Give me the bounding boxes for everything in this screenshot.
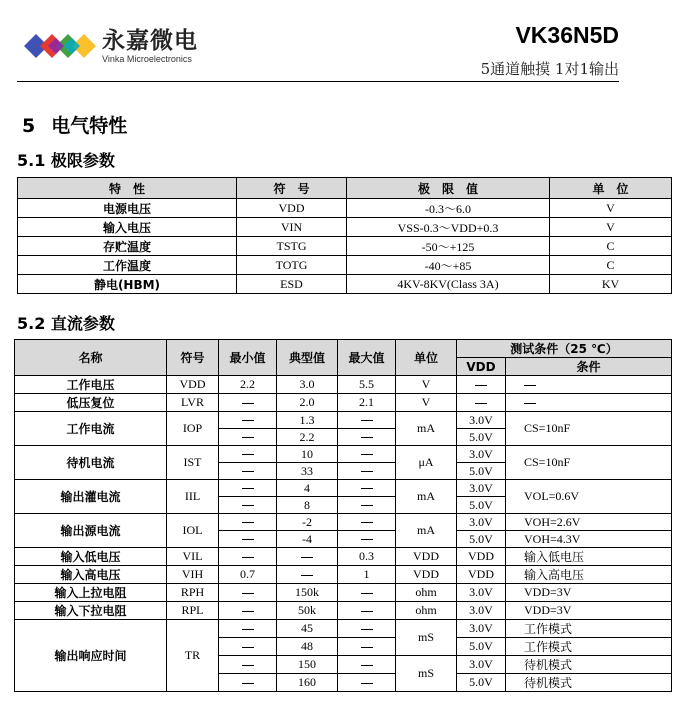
param-cond: CS=10nF (506, 446, 672, 480)
param-typ: -4 (277, 531, 338, 548)
table-row (15, 480, 672, 497)
param-name: 输入上拉电阻 (15, 584, 167, 602)
param-cond: VOL=0.6V (506, 480, 672, 514)
param-cond: 输入低电压 (506, 548, 672, 566)
param-unit: ohm (396, 602, 457, 620)
param-vdd (457, 394, 506, 412)
param-typ: 150k (277, 584, 338, 602)
table-row (18, 218, 672, 237)
param-typ: 2.0 (277, 394, 338, 412)
param-name: 输出灌电流 (15, 480, 167, 514)
param-symbol: VIH (167, 566, 219, 584)
param-cond: VOH=4.3V (506, 531, 672, 548)
param-typ: 8 (277, 497, 338, 514)
param-max: 5.5 (338, 376, 396, 394)
param-vdd: 3.0V (457, 480, 506, 497)
param-typ: 160 (277, 674, 338, 692)
param-min (219, 480, 277, 497)
table-row (18, 199, 672, 218)
vinka-logo (22, 26, 102, 68)
param-name: 存贮温度 (18, 237, 237, 256)
param-typ: 50k (277, 602, 338, 620)
param-vdd: 3.0V (457, 602, 506, 620)
param-symbol: IOP (167, 412, 219, 446)
dc-params-table (14, 339, 672, 692)
col-header: 单 位 (550, 178, 672, 199)
param-name: 输入电压 (18, 218, 237, 237)
param-cond: 工作模式 (506, 620, 672, 638)
subsection-dc-heading: 5.2 直流参数 (17, 314, 115, 333)
model-number: VK36N5D (515, 22, 619, 48)
param-name: 工作电压 (15, 376, 167, 394)
param-max (338, 531, 396, 548)
logo-english: Vinka Microelectronics (102, 54, 192, 64)
param-typ: 45 (277, 620, 338, 638)
param-name: 输出响应时间 (15, 620, 167, 692)
param-vdd: 3.0V (457, 446, 506, 463)
param-symbol: VDD (167, 376, 219, 394)
table-row (18, 237, 672, 256)
param-name: 静电(HBM) (18, 275, 237, 294)
param-typ: -2 (277, 514, 338, 531)
dc-header-row (15, 340, 672, 358)
param-max (338, 584, 396, 602)
param-unit: VDD (396, 548, 457, 566)
param-symbol: TSTG (237, 237, 347, 256)
param-name: 输入低电压 (15, 548, 167, 566)
col-header: 极 限 值 (347, 178, 550, 199)
param-min (219, 446, 277, 463)
table-row (15, 584, 672, 602)
logo-chinese: 永嘉微电 (102, 28, 198, 54)
param-max (338, 429, 396, 446)
param-unit: μA (396, 446, 457, 480)
param-name: 工作电流 (15, 412, 167, 446)
param-typ: 48 (277, 638, 338, 656)
param-cond (506, 376, 672, 394)
param-min (219, 394, 277, 412)
table-row (15, 446, 672, 463)
param-cond: VDD=3V (506, 602, 672, 620)
param-unit: mA (396, 514, 457, 548)
param-cond: 待机模式 (506, 674, 672, 692)
param-typ: 150 (277, 656, 338, 674)
param-cond: 待机模式 (506, 656, 672, 674)
param-max: 2.1 (338, 394, 396, 412)
param-name: 电源电压 (18, 199, 237, 218)
param-typ: 10 (277, 446, 338, 463)
param-vdd: VDD (457, 566, 506, 584)
col-header: 最大值 (338, 340, 396, 376)
param-value: -0.3～6.0 (347, 199, 550, 218)
param-max (338, 674, 396, 692)
param-name: 输入下拉电阻 (15, 602, 167, 620)
section-title: 电气特性 (51, 115, 128, 137)
param-unit: mS (396, 620, 457, 656)
param-max (338, 412, 396, 429)
col-header: VDD (457, 358, 506, 376)
section-heading (22, 111, 127, 138)
param-value: -40～+85 (347, 256, 550, 275)
param-symbol: VIL (167, 548, 219, 566)
param-symbol: ESD (237, 275, 347, 294)
param-min (219, 584, 277, 602)
limits-header-row (18, 178, 672, 199)
param-value: VSS-0.3～VDD+0.3 (347, 218, 550, 237)
param-min (219, 531, 277, 548)
param-unit: mA (396, 480, 457, 514)
param-symbol: VDD (237, 199, 347, 218)
param-max (338, 446, 396, 463)
table-row (15, 514, 672, 531)
param-vdd: 5.0V (457, 429, 506, 446)
param-symbol: TR (167, 620, 219, 692)
param-symbol: RPL (167, 602, 219, 620)
param-max: 1 (338, 566, 396, 584)
param-vdd: 5.0V (457, 638, 506, 656)
param-name: 低压复位 (15, 394, 167, 412)
param-min (219, 412, 277, 429)
param-min: 2.2 (219, 376, 277, 394)
param-max (338, 480, 396, 497)
col-header: 典型值 (277, 340, 338, 376)
param-min (219, 674, 277, 692)
param-vdd: 5.0V (457, 531, 506, 548)
param-max (338, 602, 396, 620)
col-header: 测试条件（25 ℃） (457, 340, 672, 358)
col-header: 符号 (167, 340, 219, 376)
param-cond: 输入高电压 (506, 566, 672, 584)
param-max (338, 463, 396, 480)
param-symbol: LVR (167, 394, 219, 412)
param-unit: V (550, 199, 672, 218)
param-max (338, 497, 396, 514)
param-name: 待机电流 (15, 446, 167, 480)
param-name: 工作温度 (18, 256, 237, 275)
param-name: 输出源电流 (15, 514, 167, 548)
col-header: 条件 (506, 358, 672, 376)
param-name: 输入高电压 (15, 566, 167, 584)
param-min (219, 463, 277, 480)
param-unit: VDD (396, 566, 457, 584)
param-typ: 3.0 (277, 376, 338, 394)
param-min (219, 638, 277, 656)
col-header: 符 号 (237, 178, 347, 199)
param-unit: C (550, 256, 672, 275)
param-min (219, 602, 277, 620)
param-vdd: 3.0V (457, 620, 506, 638)
param-unit: mS (396, 656, 457, 692)
param-min (219, 514, 277, 531)
table-row (15, 376, 672, 394)
param-unit: mA (396, 412, 457, 446)
param-vdd (457, 376, 506, 394)
param-max (338, 656, 396, 674)
param-cond: 工作模式 (506, 638, 672, 656)
table-row (15, 602, 672, 620)
col-header: 名称 (15, 340, 167, 376)
header-rule (17, 81, 619, 82)
param-unit: ohm (396, 584, 457, 602)
table-row (15, 394, 672, 412)
param-typ (277, 566, 338, 584)
table-row (15, 412, 672, 429)
param-max (338, 620, 396, 638)
param-symbol: IOL (167, 514, 219, 548)
col-header: 最小值 (219, 340, 277, 376)
param-max (338, 638, 396, 656)
param-symbol: TOTG (237, 256, 347, 275)
param-min (219, 429, 277, 446)
param-symbol: IIL (167, 480, 219, 514)
param-max: 0.3 (338, 548, 396, 566)
param-cond (506, 394, 672, 412)
param-min (219, 620, 277, 638)
param-symbol: RPH (167, 584, 219, 602)
param-min (219, 497, 277, 514)
param-vdd: 5.0V (457, 497, 506, 514)
param-min: 0.7 (219, 566, 277, 584)
product-subtitle: 5通道触摸 1对1输出 (480, 60, 619, 78)
param-vdd: 5.0V (457, 463, 506, 480)
param-vdd: 5.0V (457, 674, 506, 692)
param-unit: V (550, 218, 672, 237)
param-cond: CS=10nF (506, 412, 672, 446)
param-unit: C (550, 237, 672, 256)
param-vdd: 3.0V (457, 514, 506, 531)
param-vdd: 3.0V (457, 584, 506, 602)
param-unit: KV (550, 275, 672, 294)
param-value: 4KV-8KV(Class 3A) (347, 275, 550, 294)
table-row (15, 548, 672, 566)
param-value: -50～+125 (347, 237, 550, 256)
limits-table (17, 177, 672, 294)
param-unit: V (396, 394, 457, 412)
param-vdd: 3.0V (457, 656, 506, 674)
param-cond: VOH=2.6V (506, 514, 672, 531)
table-row (18, 275, 672, 294)
param-typ (277, 548, 338, 566)
param-typ: 2.2 (277, 429, 338, 446)
param-typ: 33 (277, 463, 338, 480)
param-max (338, 514, 396, 531)
param-vdd: VDD (457, 548, 506, 566)
param-typ: 4 (277, 480, 338, 497)
param-min (219, 548, 277, 566)
param-unit: V (396, 376, 457, 394)
table-row (15, 566, 672, 584)
param-cond: VDD=3V (506, 584, 672, 602)
param-min (219, 656, 277, 674)
col-header: 单位 (396, 340, 457, 376)
section-number: 5 (22, 115, 36, 137)
param-symbol: VIN (237, 218, 347, 237)
subsection-limits-heading: 5.1 极限参数 (17, 151, 115, 170)
table-row (15, 620, 672, 638)
table-row (18, 256, 672, 275)
col-header: 特 性 (18, 178, 237, 199)
param-typ: 1.3 (277, 412, 338, 429)
param-symbol: IST (167, 446, 219, 480)
param-vdd: 3.0V (457, 412, 506, 429)
